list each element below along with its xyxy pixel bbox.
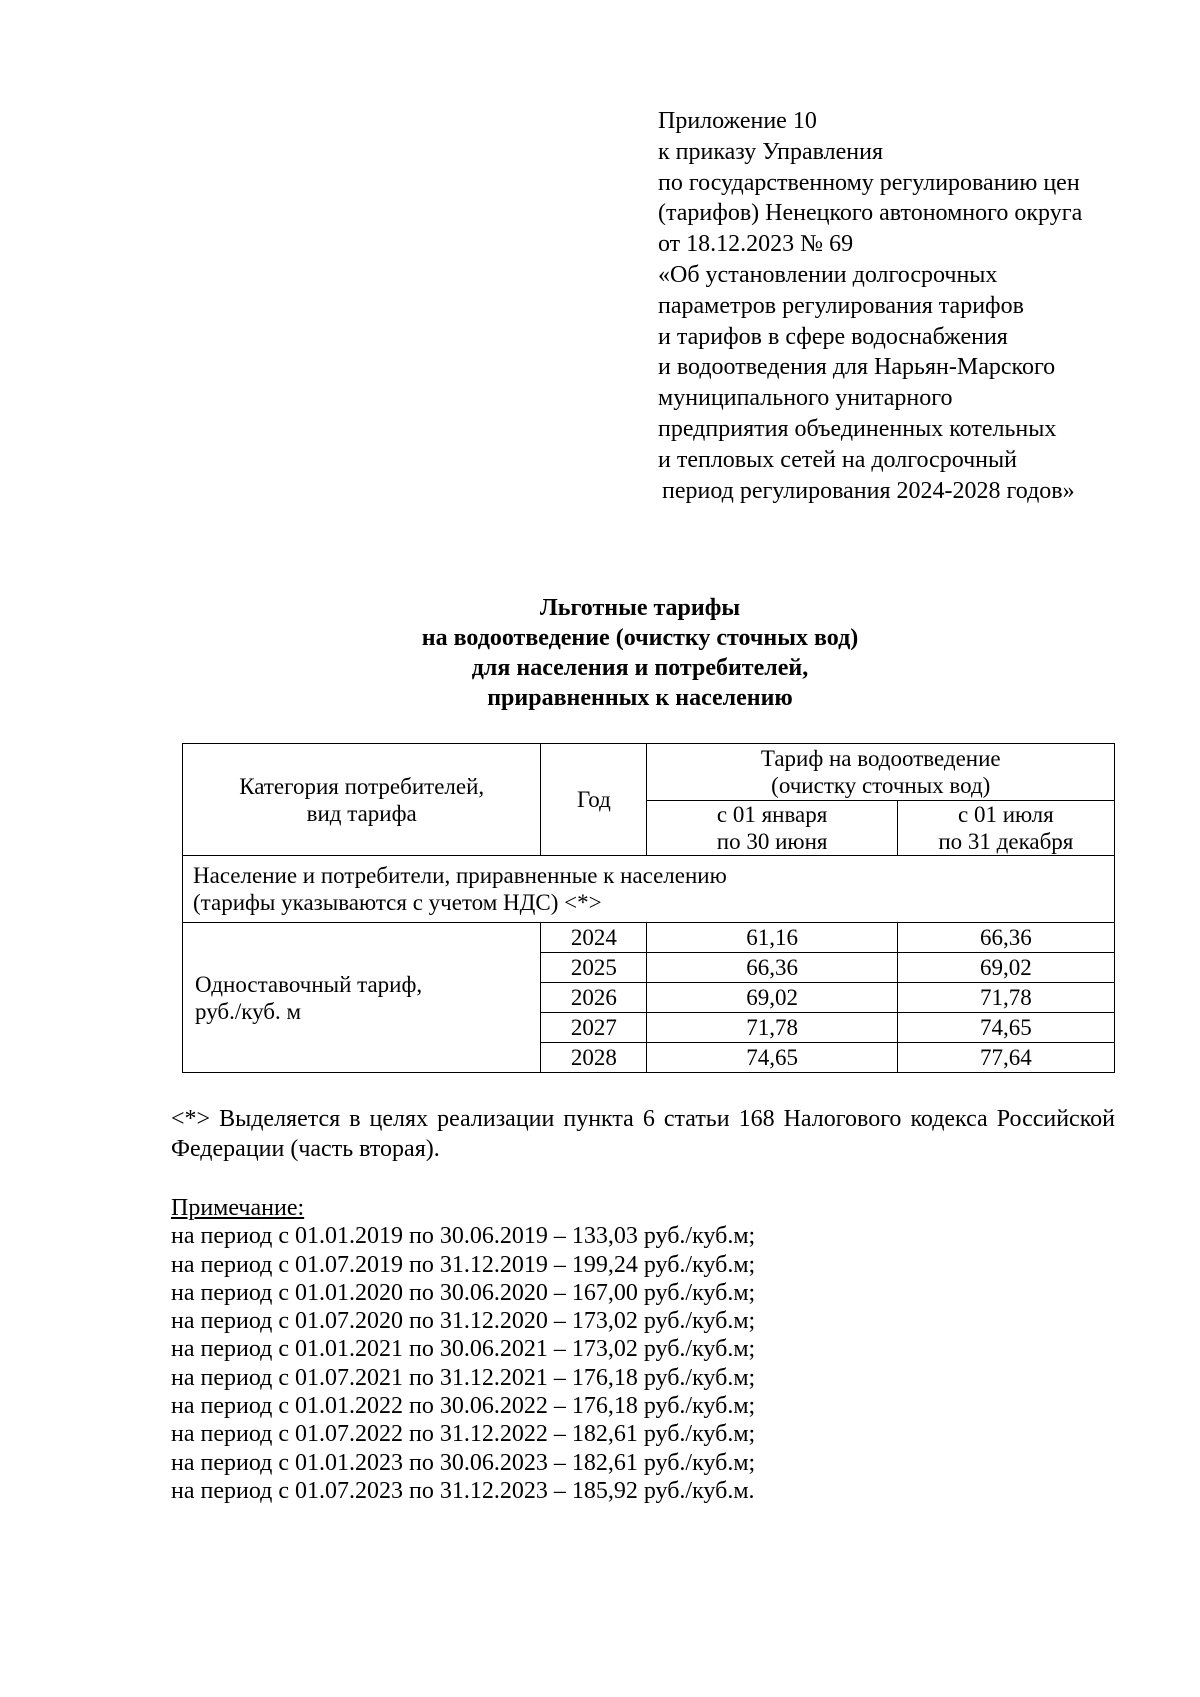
tariff-h2-cell: 77,64 [897,1043,1114,1073]
header-period-line: с 01 июля [958,802,1054,827]
appendix-line: предприятия объединенных котельных [658,415,1057,442]
footnote: <*> Выделяется в целях реализации пункта 6 статьи 168 Налогового кодекса Российской Федерации (часть вторая). [171,1106,1115,1162]
title-line: для населения и потребителей, [471,655,809,681]
appendix-line: «Об установлении долгосрочных [658,261,998,288]
appendix-line: (тарифов) Ненецкого автономного округа [658,200,1083,227]
appendix-line: от 18.12.2023 № 69 [658,231,854,258]
tariff-h2-cell: 74,65 [897,1013,1114,1043]
notes-title: Примечание: [171,1195,305,1221]
appendix-line: Приложение 10 [658,108,817,134]
appendix-line: период регулирования 2024-2028 годов» [662,477,1075,504]
header-category-line: вид тарифа [306,800,417,826]
header-period-line: с 01 января [716,802,828,827]
notes-item: на период с 01.07.2019 по 31.12.2019 – 199,24 руб./куб.м; [171,1251,756,1278]
title-line: Льготные тарифы [539,595,741,621]
section-line: (тарифы указываются с учетом НДС) <*> [193,890,602,915]
tariff-h1-cell: 69,02 [647,983,897,1013]
appendix-line: и тарифов в сфере водоснабжения [658,323,1008,350]
section-cell [183,856,1115,923]
header-period-line: по 31 декабря [938,829,1074,854]
tariff-h1-cell: 66,36 [647,953,897,983]
header-category-cell [183,744,541,856]
title-line: приравненных к населению [487,685,793,711]
notes-item: на период с 01.07.2020 по 31.12.2020 – 173,02 руб./куб.м; [171,1308,756,1335]
header-year-cell: Год [541,744,647,856]
header-period-line: по 30 июня [716,829,828,854]
notes-block [171,1194,1115,1505]
year-cell: 2024 [541,923,647,953]
appendix-line: муниципального унитарного [658,385,953,412]
notes-item: на период с 01.01.2021 по 30.06.2021 – 173,02 руб./куб.м; [171,1336,756,1363]
notes-item: на период с 01.01.2020 по 30.06.2020 – 167,00 руб./куб.м; [171,1279,756,1306]
appendix-line: и водоотведения для Нарьян-Марского [658,354,1056,381]
appendix-line: по государственному регулированию цен [658,169,1080,196]
notes-item: на период с 01.01.2019 по 30.06.2019 – 133,03 руб./куб.м; [171,1223,756,1250]
category-cell [183,923,541,1073]
notes-item: на период с 01.07.2022 по 31.12.2022 – 182,61 руб./куб.м; [171,1421,756,1448]
tariff-table [182,743,1115,1073]
header-tariff-cell [647,744,1115,801]
category-line: Одноставочный тариф, [195,971,423,997]
header-tariff-line: Тариф на водоотведение [760,746,1001,771]
table-section-row [183,856,1115,923]
tariff-h1-cell: 61,16 [647,923,897,953]
notes-item: на период с 01.01.2023 по 30.06.2023 – 182,61 руб./куб.м; [171,1449,756,1476]
appendix-line: к приказу Управления [658,138,884,165]
section-line: Население и потребители, приравненные к населению [193,863,727,888]
header-period2-cell [897,801,1114,856]
tariff-h2-cell: 71,78 [897,983,1114,1013]
header-category-line: Категория потребителей, [239,773,485,799]
appendix-header [658,106,1178,506]
tariff-h2-cell: 66,36 [897,923,1114,953]
notes-item: на период с 01.01.2022 по 30.06.2022 – 176,18 руб./куб.м; [171,1393,756,1420]
title-line: на водоотведение (очистку сточных вод) [421,625,859,651]
year-cell: 2028 [541,1043,647,1073]
tariff-h1-cell: 71,78 [647,1013,897,1043]
tariff-h1-cell: 74,65 [647,1043,897,1073]
notes-item: на период с 01.07.2021 по 31.12.2021 – 176,18 руб./куб.м; [171,1364,756,1391]
appendix-line: и тепловых сетей на долгосрочный [658,446,1017,473]
year-cell: 2026 [541,983,647,1013]
appendix-line: параметров регулирования тарифов [658,292,1024,319]
tariff-h2-cell: 69,02 [897,953,1114,983]
year-cell: 2027 [541,1013,647,1043]
category-line: руб./куб. м [195,998,302,1024]
year-cell: 2025 [541,953,647,983]
header-tariff-line: (очистку сточных вод) [771,773,991,798]
header-period1-cell [647,801,897,856]
document-title [250,593,1030,713]
notes-item: на период с 01.07.2023 по 31.12.2023 – 185,92 руб./куб.м. [171,1477,755,1504]
table-header-row [183,744,1115,801]
table-row [183,923,1115,953]
